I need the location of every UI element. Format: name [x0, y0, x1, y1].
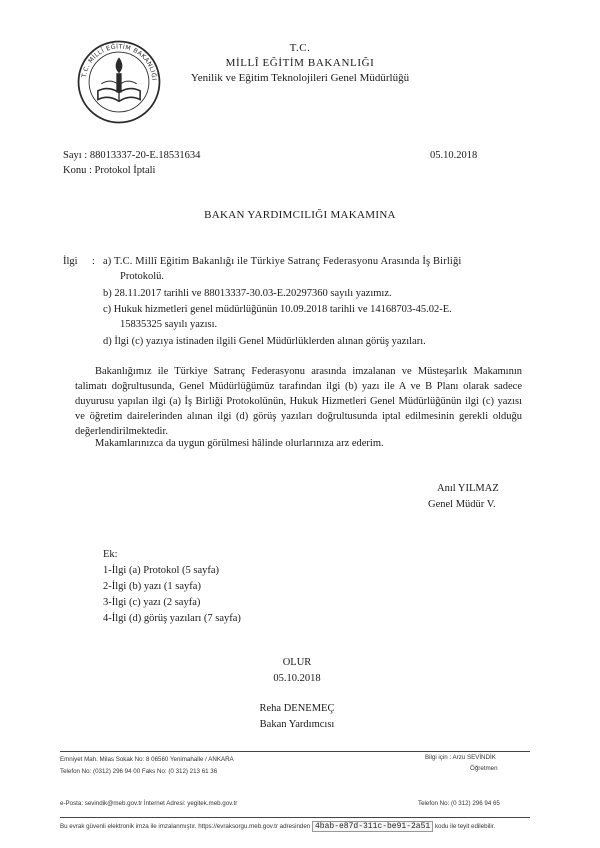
footer-contact-name: Bilgi için : Arzu SEVİNDİK	[425, 754, 496, 761]
ilgi-c-line2: 15835325 sayılı yazısı.	[120, 319, 218, 330]
ilgi-a-line2: Protokolü.	[120, 271, 165, 282]
attachments-label: Ek:	[103, 549, 118, 560]
header-directorate: Yenilik ve Eğitim Teknolojileri Genel Müdürlüğü	[190, 72, 410, 84]
ilgi-d: d) İlgi (c) yazıya istinaden ilgili Genel Müdürlüklerden alınan görüş yazıları.	[103, 336, 426, 347]
footer-contact-title: Öğretmen	[470, 765, 498, 772]
signatory-title: Genel Müdür V.	[428, 499, 496, 510]
attachment-item: 1-İlgi (a) Protokol (5 sayfa)	[103, 565, 220, 576]
footer-address: Emniyet Mah. Milas Sokak No: 8 06560 Yenimahalle / ANKARA	[60, 756, 234, 763]
verification-suffix: kodu ile teyit edilebilir.	[434, 823, 496, 830]
footer-contact-phone: Telefon No: (0 312) 296 94 65	[418, 800, 500, 807]
approver-title: Bakan Yardımcısı	[259, 719, 335, 730]
verification-line	[60, 822, 495, 831]
body-paragraph-1: Bakanlığımız ile Türkiye Satranç Federasyonu arasında imzalanan ve Müsteşarlık Makamının talimatı doğrultusunda, Genel Müdürlüğümüz tarafından ilgi (b) yazı ile A ve B Planı olarak sadece duyurusu yapılan ilgi (a) İş Birliği Protokolünün, Hukuk Hizmetleri Genel Müdürlüğünün ilgi (c) yazısı ve öğretim dairelerinden alınan ilgi (d) görüş yazıları doğrultusunda iptal edilmesinin gerekli olduğu değerlendirilmektedir.	[75, 366, 522, 437]
approver-name: Reha DENEMEÇ	[259, 703, 335, 714]
addressee: BAKAN YARDIMCILIĞI MAKAMINA	[204, 209, 396, 221]
footer-email: e-Posta: sevindik@meb.gov.tr İnternet Adresi: yegitek.meb.gov.tr	[60, 800, 238, 807]
attachment-item: 4-İlgi (d) görüş yazıları (7 sayfa)	[103, 613, 241, 624]
document-subject: Konu : Protokol İptali	[63, 165, 156, 176]
ilgi-c-line1: c) Hukuk hizmetleri genel müdürlüğünün 10.09.2018 tarihli ve 14168703-45.02-E.	[103, 304, 452, 315]
ilgi-b: b) 28.11.2017 tarihli ve 88013337-30.03-E.20297360 sayılı yazımız.	[103, 288, 392, 299]
attachment-item: 2-İlgi (b) yazı (1 sayfa)	[103, 581, 201, 592]
verification-prefix: Bu evrak güvenli elektronik imza ile imzalanmıştır. https://evraksorgu.meb.gov.tr adresinden	[60, 823, 311, 830]
verification-code: 4bab-e87d-311c-be91-2a51	[312, 821, 433, 832]
ilgi-a-line1: a) T.C. Millî Eğitim Bakanlığı ile Türkiye Satranç Federasyonu Arasında İş Birliği	[103, 256, 462, 267]
signatory-name: Anıl YILMAZ	[437, 483, 499, 494]
attachment-item: 3-İlgi (c) yazı (2 sayfa)	[103, 597, 201, 608]
footer-phone: Telefon No: (0312) 296 94 00 Faks No: (0 312) 213 61 36	[60, 768, 218, 775]
approval-date: 05.10.2018	[273, 673, 321, 684]
approval-olur: OLUR	[282, 657, 312, 668]
ilgi-colon: :	[92, 256, 95, 267]
footer-divider	[60, 751, 530, 752]
footer-divider-2	[60, 817, 530, 818]
header-tc: T.C.	[289, 42, 311, 54]
header-ministry: MİLLÎ EĞİTİM BAKANLIĞI	[225, 57, 375, 69]
document-number: Sayı : 88013337-20-E.18531634	[63, 150, 201, 161]
body-paragraph-2: Makamlarınızca da uygun görülmesi hâlinde olurlarınıza arz ederim.	[95, 438, 384, 449]
document-date: 05.10.2018	[430, 150, 478, 161]
ilgi-label: İlgi	[63, 256, 78, 267]
svg-text:T.C. MİLLÎ EĞİTİM BAKANLIĞI: T.C. MİLLÎ EĞİTİM BAKANLIĞI	[80, 43, 158, 81]
